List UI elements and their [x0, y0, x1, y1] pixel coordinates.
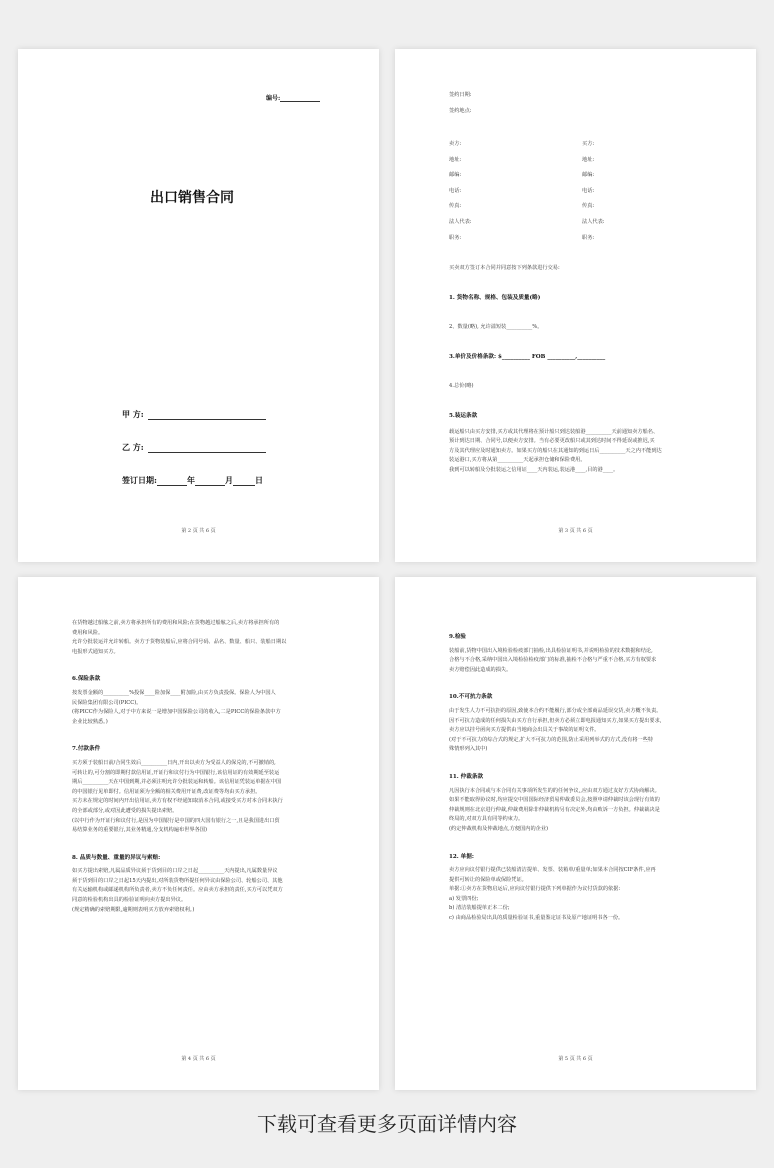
party-b-line	[122, 442, 266, 453]
section-text: 4.总价(略)	[449, 383, 474, 390]
buyer-field: 传真:	[582, 203, 595, 210]
body-line: 卖方应向议付银行提供已装船清洁提单、发票、装箱单/重量单;如果本合同按CIF条件,应再	[449, 867, 656, 874]
page-number: 第 2 页 共 6 页	[181, 528, 216, 534]
body-line: 卖方应以挂号函向买方提供由当地商会出具关于事故的证明文件。	[449, 727, 600, 734]
page-number: 第 3 页 共 6 页	[558, 528, 593, 534]
day-label: 日	[254, 475, 263, 485]
body-line: 合格与不合格,采纳中国出入境检验检疫部门的标准,抽检不合格与严重不合格,买方有权要求	[449, 657, 657, 664]
body-line: a) 发票四份;	[449, 895, 479, 902]
body-line: 终局的,对双方具有同等约束力。	[449, 816, 524, 823]
seller-fields	[449, 137, 472, 246]
year-label: 年	[186, 475, 195, 485]
body-line: 期后__________天在中国到期,并必须注明允许分批装运和转船。该信用证凭装运单据在中国	[72, 779, 282, 786]
body-line: 买方须于装船日前/合同生效后__________日内,开出以卖方为受益人的保兑的,不可撤销的,	[72, 759, 276, 766]
body-line: b) 清洁装船提单正本二份;	[449, 905, 510, 912]
party-b-blank	[148, 443, 266, 453]
seller-field: 邮编:	[449, 172, 462, 179]
body-line: 可转让的,可分割的即期付款信用证,开证行和议付行为中国银行,该信用证的有效期延至装运	[72, 769, 280, 776]
body-line: 装船前,货物中国出入境检验检疫部门抽检,出具检验证明书,并说明检验的技术数据和结论,	[449, 647, 653, 654]
page-number: 第 5 页 共 6 页	[558, 1056, 593, 1062]
contract-number-blank	[280, 92, 320, 102]
section-heading: 5.装运条款	[449, 412, 478, 419]
party-b-label: 乙 方:	[122, 442, 144, 452]
section-heading: 10.不可抗力条款	[449, 694, 493, 701]
body-line: 凡因执行本合同或与本合同有关事项所发生的的任何争议,,应由双方通过友好方式协商解决。	[449, 787, 660, 794]
party-a-label: 甲 方:	[122, 409, 144, 419]
body-line: 在货物越过船舷之前,卖方将承担所有的费用和风险;在货物越过船舷之后,卖方将承担所有的	[72, 620, 280, 626]
sign-date-label: 签订日期:	[122, 475, 157, 485]
body-line: 由于发生人力不可抗拒的原因,致使本合约不能履行,部分或全部商品延误交货,卖方概不负责。	[449, 707, 662, 714]
body-line: c) 由商品检验局出具的质量检验证书,重量鉴定证书及原产地证明书各一份。	[449, 915, 624, 922]
body-line: 如买方提出索赔,凡属品质异议须于货到目的口岸之日起__________天内提出,凡属数量异议	[72, 868, 278, 875]
intro-text: 买卖双方签订本合同并同意按下列条款进行交易:	[449, 265, 560, 271]
body-line: 民保险集团有限公司(PICC)。	[72, 699, 142, 706]
buyer-field: 邮编:	[582, 172, 595, 179]
seller-field: 职务:	[449, 234, 462, 241]
contract-number	[266, 92, 320, 102]
section-heading: 11. 仲裁条款	[449, 773, 484, 780]
body-line: 单据:①卖方在货物启运后,应向议付银行提供下列单据作为议付货款的依据:	[449, 886, 621, 893]
contract-number-label: 编号:	[266, 95, 281, 102]
download-more-link[interactable]: 下载可查看更多页面详情内容	[257, 1112, 517, 1136]
buyer-field: 法人代表:	[582, 218, 605, 225]
body-line: 因不可抗力造成的任何损失由买方自行承担,但卖方必须立即电报通知买方,如果买方提出要求,	[449, 717, 662, 724]
body-line: (约定仲裁机构及仲裁地点,方便国内的企业)	[449, 825, 549, 832]
buyer-field: 电话:	[582, 187, 595, 194]
section-heading: 8. 品质与数量、重量的异议与索赔:	[72, 854, 161, 861]
sign-date-line	[122, 475, 263, 486]
party-a-line	[122, 409, 266, 420]
page-number: 第 4 页 共 6 页	[181, 1056, 216, 1062]
body-line: 我到可以转船及分批装运之信用证____天内装运,装运港____,目的港____。	[449, 466, 619, 473]
body-line: 预计到达日期、合同号,以便卖方安排。当有必要更改船只或其到达时间不得延误或推迟,买	[449, 438, 655, 445]
body-line: (对于不可抗力的综合式的规定,扩大不可抗力的范围,防止采用列举式的方式,没有将一些特	[449, 736, 654, 743]
body-line: 提供可转让的保险单或保险凭证。	[449, 876, 527, 883]
year-blank	[157, 476, 187, 486]
party-a-blank	[148, 410, 266, 420]
body-line: 须于货到目的口岸之日起15天内提出,对所装货物所提任何异议由保险公司、轮船公司、其他	[72, 877, 283, 884]
seller-field: 法人代表:	[449, 218, 472, 225]
body-line: (以中行作为开证行和议付行,是因为中国银行是中国的四大国有银行之一,且是我国进出口贸	[72, 817, 280, 824]
body-line: 载运船只由买方安排,买方或其代理将在预计船只到达装船港__________天前通知卖方船名、	[449, 428, 659, 435]
body-line: 同意的检验机构出具的检验证明向卖方提出异议。	[72, 897, 187, 904]
body-line: 企业比较熟悉。)	[72, 718, 108, 725]
day-blank	[233, 476, 255, 486]
contract-page-3	[395, 49, 756, 562]
body-line: 如果不能取得协议时,均应提交中国国际经济贸易仲裁委员会,按照申请仲裁时该会现行有效的	[449, 797, 660, 804]
buyer-field: 买方:	[582, 141, 595, 147]
section-heading: 12. 单据:	[449, 853, 474, 860]
section-heading: 1. 货物名称、规格、包装及质量(略)	[449, 294, 541, 301]
body-line: 装运港口,买方将从第__________天起承担仓储和保险费用。	[449, 457, 586, 464]
month-blank	[195, 476, 225, 486]
page3-body	[72, 619, 332, 915]
buyer-field: 地址:	[582, 156, 595, 163]
body-line: 买方未在规定的时间内开出信用证,卖方有权不经通知取消本合同,或接受买方对本合同未执行	[72, 798, 283, 805]
sign-place: 签约地点:	[449, 107, 472, 114]
body-line: 按发票金额的__________%投保____险加保____附加险,由买方负责投保。保险人为中国人	[72, 689, 276, 696]
body-line: 殊情形列入其中)	[449, 746, 488, 753]
section-heading: 6.保险条款	[72, 676, 101, 683]
page4-body	[449, 633, 709, 924]
section-heading: 3.单价及价格条款: $__________ FOB __________,__________	[449, 353, 606, 360]
contract-cover-page	[18, 49, 379, 562]
body-line: 有关运输机构或邮递机构所负责者,卖方不负任何责任。应由卖方承担的责任,买方可以凭双方	[72, 887, 283, 894]
body-line: 的全部或部分,或对因此遭受的损失提出索赔。	[72, 807, 178, 814]
body-line: 易结算业务的重要银行,其业务精通,分支机构遍布世界各国)	[72, 827, 208, 834]
buyer-field: 职务:	[582, 234, 595, 241]
body-line: 允许分批装运并允许转船。卖方于货物装船后,应将合同号码、品名、数量、船只、装船日期以	[72, 639, 287, 646]
seller-field: 地址:	[449, 156, 462, 163]
body-line: 卖方赔偿因此造成的损失。	[449, 666, 512, 673]
buyer-fields	[582, 137, 605, 246]
sign-info	[449, 91, 472, 116]
body-line: 费用和风险。	[72, 629, 104, 636]
body-line: 仲裁规则在北京进行仲裁,仲裁费用除非仲裁机构另有决定外,均由败诉一方负担。仲裁裁决是	[449, 806, 660, 813]
body-line: (将PICC作为保险人,对于中方来说一是增加中国保险公司的收入,二是PICC的保险条款中方	[72, 709, 281, 716]
seller-field: 卖方:	[449, 141, 462, 147]
body-line: 电报形式通知买方。	[72, 648, 119, 655]
body-line: (规定精确的索赔期限,逾期则表明买方放弃索赔权利。)	[72, 906, 195, 913]
body-line: 方及其代理应及时通知卖方。如果买方的船只在其通知的到运日后__________天之内不能到达	[449, 447, 662, 454]
body-line: 的中国银行见单即付。信用证须为全额的相关费用开证费,改证费等均由买方承担。	[72, 788, 261, 795]
section-text: 2、数量(略), 允许溢短装__________%。	[449, 324, 543, 331]
contract-page-5	[395, 577, 756, 1090]
section-heading: 9.检验	[449, 634, 467, 640]
sign-date: 签约日期:	[449, 92, 472, 98]
section-heading: 7.付款条件	[72, 746, 101, 753]
month-label: 月	[224, 475, 233, 485]
seller-field: 电话:	[449, 187, 462, 194]
page2-body	[449, 264, 709, 476]
contract-page-4	[18, 577, 379, 1090]
page-title: 出口销售合同	[150, 190, 234, 206]
seller-field: 传真:	[449, 203, 462, 210]
